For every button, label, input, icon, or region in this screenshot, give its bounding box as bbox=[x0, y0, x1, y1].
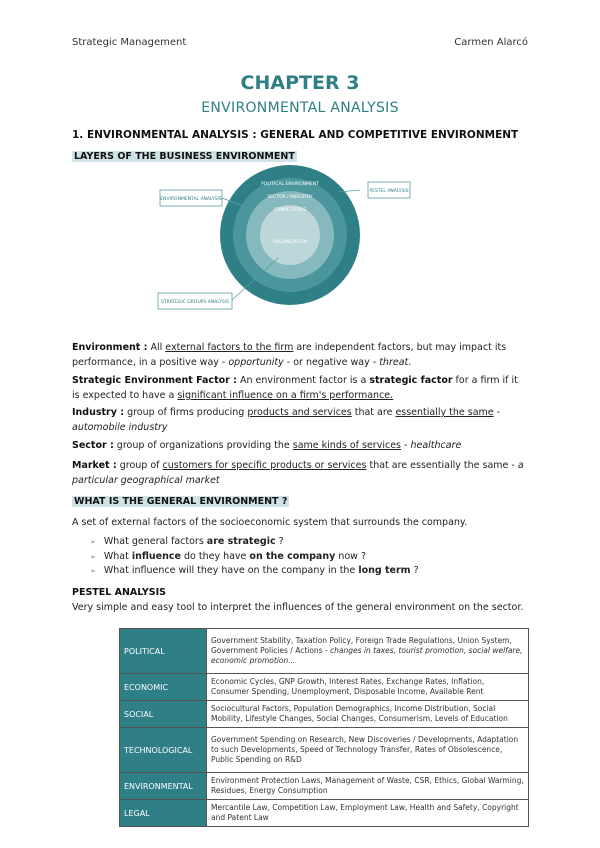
chapter-subtitle: ENVIRONMENTAL ANALYSIS bbox=[201, 100, 399, 116]
general-env-questions bbox=[90, 535, 520, 579]
layers-diagram bbox=[0, 0, 600, 330]
ring-organization bbox=[260, 205, 320, 265]
header-left: Strategic Management bbox=[72, 37, 187, 48]
table-row: ECONOMIC Economic Cycles, GNP Growth, Interest Rates, Exchange Rates, Inflation, Consumer Spending, Unemployment, Disposable Income, Available Rent bbox=[120, 674, 529, 701]
table-row: TECHNOLOGICAL Government Spending on Research, New Discoveries / Developments, Adaptation to such Developments, Speed of Technology Transfer, Rates of Obsolescence, Public Spending on R&D bbox=[120, 728, 529, 773]
def-strategic-factor: Strategic Environment Factor : An environment factor is a strategic factor for a firm if it is expected to have a significant influence on a firm's performance. bbox=[72, 375, 518, 401]
def-market: Market : group of customers for specific products or services that are essentially the same - a particular geographical market bbox=[72, 460, 524, 486]
pestel-title: PESTEL ANALYSIS bbox=[72, 587, 166, 598]
table-row: ENVIRONMENTAL Environment Protection Laws, Management of Waste, CSR, Ethics, Global Warming, Residues, Energy Consumption bbox=[120, 773, 529, 800]
table-row: LEGAL Mercantile Law, Competition Law, Employment Law, Health and Safety, Copyright and Patent Law bbox=[120, 800, 529, 827]
list-item: ➢ What influence will they have on the company in the long term ? bbox=[90, 564, 520, 579]
svg-text:ENVIRONMENTAL ANALYSIS: ENVIRONMENTAL ANALYSIS bbox=[160, 197, 222, 202]
pestel-intro: Very simple and easy tool to interpret the influences of the general environment on the sector. bbox=[72, 602, 524, 613]
table-row: POLITICAL Government Stability, Taxation Policy, Foreign Trade Regulations, Union System, Government Policies / Actions - changes in taxes, tourist promotion, social welfare, economic promotion... bbox=[120, 629, 529, 674]
svg-text:PESTEL ANALYSIS: PESTEL ANALYSIS bbox=[369, 189, 409, 194]
list-item: ➢ What influence do they have on the company now ? bbox=[90, 550, 520, 565]
svg-text:STRATEGIC GROUPS ANALYSIS: STRATEGIC GROUPS ANALYSIS bbox=[161, 300, 229, 305]
header-right: Carmen Alarcó bbox=[454, 37, 528, 48]
table-row: SOCIAL Sociocultural Factors, Population Demographics, Income Distribution, Social Mobility, Lifestyle Changes, Social Changes, Consumerism, Levels of Education bbox=[120, 701, 529, 728]
section-heading: 1. ENVIRONMENTAL ANALYSIS : GENERAL AND COMPETITIVE ENVIRONMENT bbox=[72, 129, 519, 141]
def-environment: Environment : All external factors to the firm are independent factors, but may impact its performance, in a positive way - opportunity - or negative way - threat. bbox=[72, 342, 507, 368]
pestel-table bbox=[119, 628, 529, 827]
chapter-title: CHAPTER 3 bbox=[240, 72, 360, 94]
center-label: ORGANIZATION bbox=[272, 240, 308, 245]
ring1-label: POLITICAL ENVIRONMENT bbox=[261, 182, 319, 187]
layers-title: LAYERS OF THE BUSINESS ENVIRONMENT bbox=[74, 151, 295, 162]
def-sector: Sector : group of organizations providing the same kinds of services - healthcare bbox=[72, 440, 462, 451]
general-env-title: WHAT IS THE GENERAL ENVIRONMENT ? bbox=[74, 496, 288, 507]
ring3-label: COMPETITORS bbox=[273, 208, 307, 213]
list-item: ➢ What general factors are strategic ? bbox=[90, 535, 520, 550]
ring2-label: SECTOR / INDUSTRY bbox=[267, 195, 313, 200]
general-env-text: A set of external factors of the socioeconomic system that surrounds the company. bbox=[72, 517, 468, 528]
def-industry: Industry : group of firms producing products and services that are essentially the same - automobile industry bbox=[72, 407, 501, 433]
